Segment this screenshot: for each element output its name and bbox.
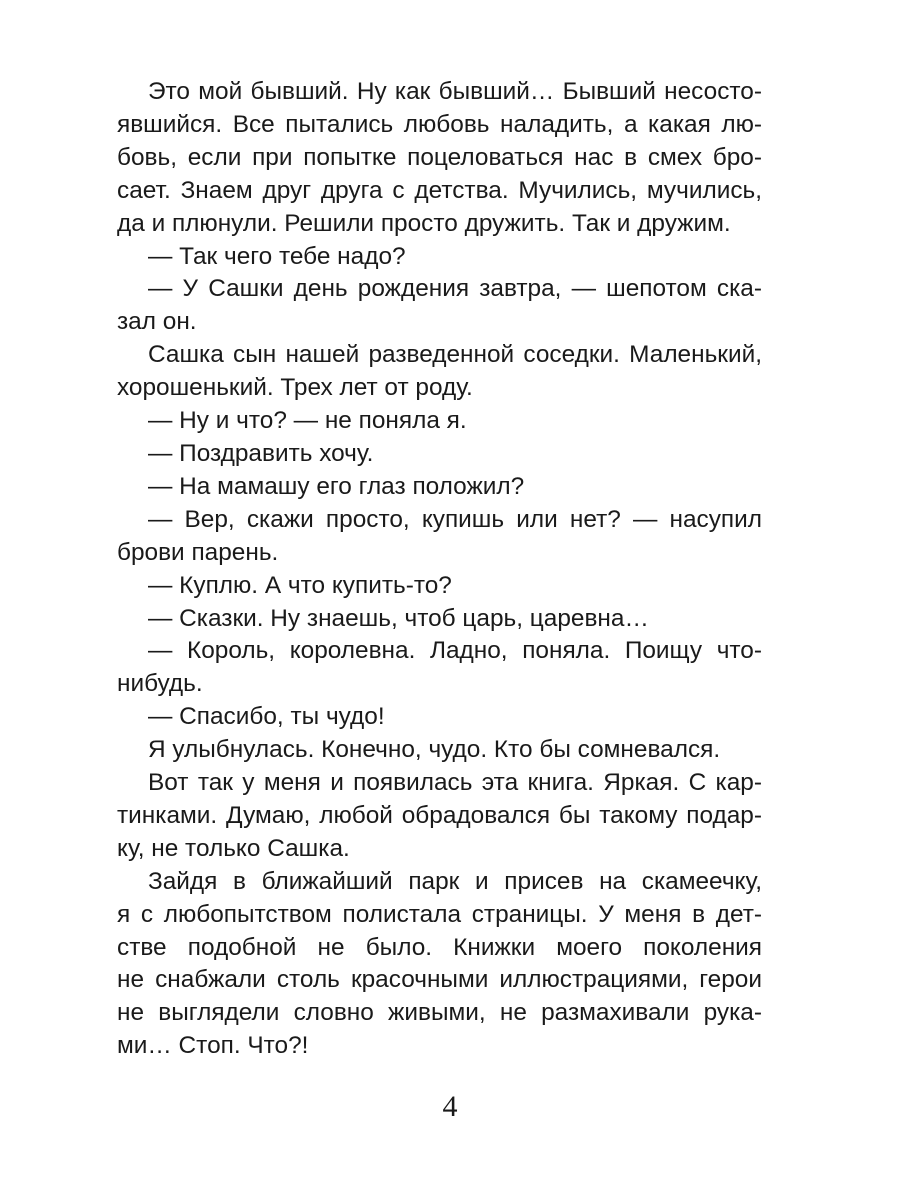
text-line: Сашка сын нашей разведенной соседки. Маленький, [148, 341, 762, 369]
text-line: стве подобной не было. Книжки моего поколения [117, 933, 762, 961]
text-line: да и плюнули. Решили просто дружить. Так и дружим. [117, 209, 731, 237]
text-line: тинками. Думаю, любой обрадовался бы такому подар- [117, 801, 762, 829]
text-line: я с любопытством полистала страницы. У меня в дет- [117, 900, 762, 928]
text-line: явшийся. Все пытались любовь наладить, а какая лю- [117, 110, 762, 138]
text-line: ку, не только Сашка. [117, 834, 350, 862]
text-line: — На мамашу его глаз положил? [148, 472, 525, 500]
text-line: нибудь. [117, 670, 203, 698]
text-line: Я улыбнулась. Конечно, чудо. Кто бы сомневался. [148, 736, 721, 764]
text-line: не снабжали столь красочными иллюстрациями, герои [117, 966, 762, 994]
text-line: — Так чего тебе надо? [148, 242, 406, 270]
text-line: — У Сашки день рождения завтра, — шепотом ска- [148, 275, 762, 303]
text-line: бовь, если при попытке поцеловаться нас в смех бро- [117, 143, 762, 171]
text-line: сает. Знаем друг друга с детства. Мучились, мучились, [117, 176, 762, 204]
text-line: Зайдя в ближайший парк и присев на скамеечку, [148, 867, 762, 895]
text-line: ми… Стоп. Что?! [117, 1032, 309, 1060]
text-line: брови парень. [117, 538, 279, 566]
text-line: — Спасибо, ты чудо! [148, 703, 385, 731]
text-line: — Король, королевна. Ладно, поняла. Поищу что- [148, 637, 762, 665]
text-line: — Ну и что? — не поняла я. [148, 407, 467, 435]
text-line: — Куплю. А что купить-то? [148, 571, 452, 599]
page-number: 4 [442, 1090, 458, 1123]
text-line: хорошенький. Трех лет от роду. [117, 374, 473, 402]
text-line: — Сказки. Ну знаешь, чтоб царь, царевна… [148, 604, 649, 632]
text-line: Вот так у меня и появилась эта книга. Яркая. С кар- [148, 769, 762, 797]
text-line: не выглядели словно живыми, не размахивали рука- [117, 999, 762, 1027]
body-text [117, 76, 762, 1063]
text-line: зал он. [117, 308, 197, 336]
text-line: — Поздравить хочу. [148, 439, 374, 467]
text-line: — Вер, скажи просто, купишь или нет? — насупил [148, 505, 762, 533]
text-line: Это мой бывший. Ну как бывший… Бывший несосто- [148, 78, 762, 105]
